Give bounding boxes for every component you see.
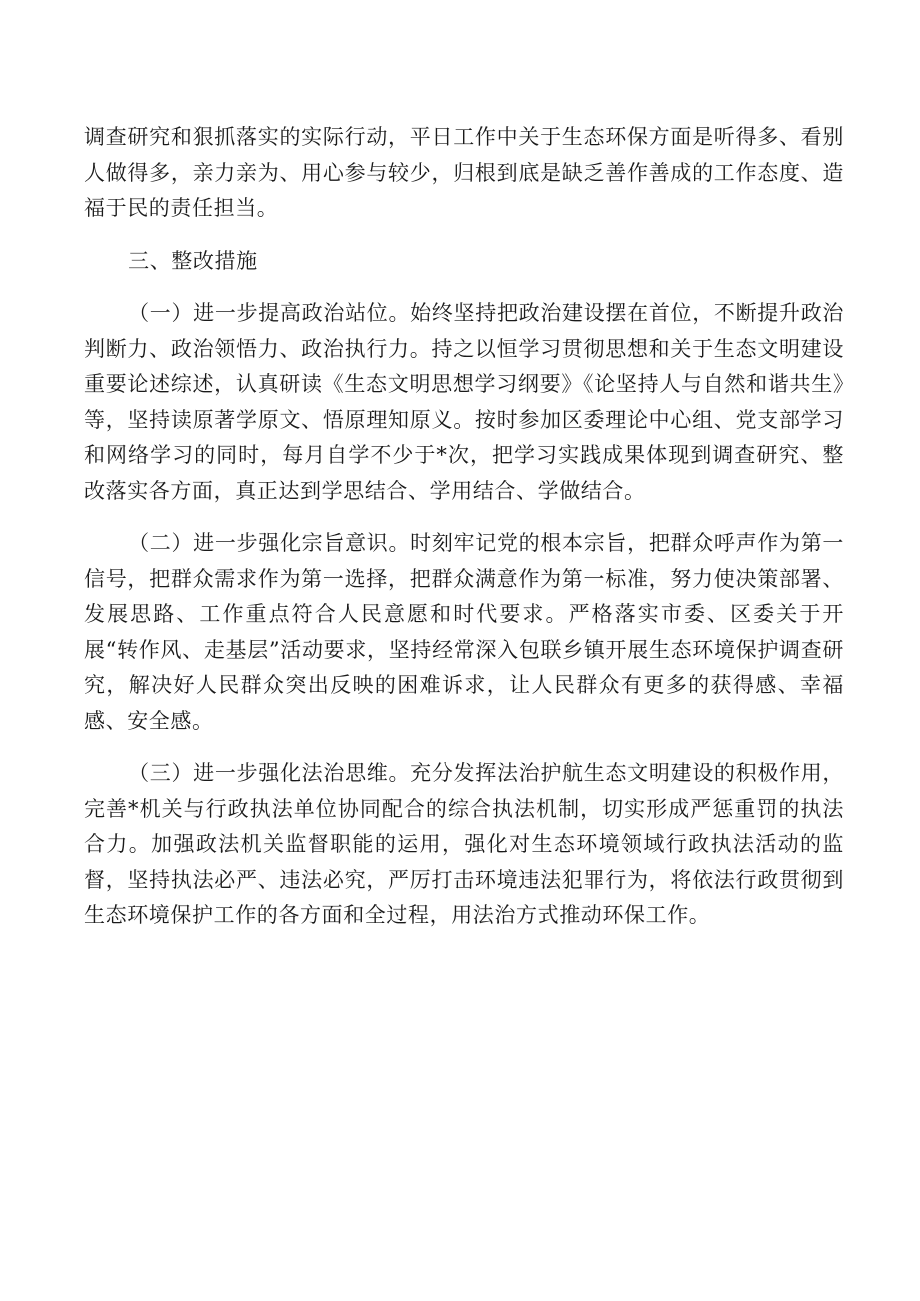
measure-paragraph-2: （二）进一步强化宗旨意识。时刻牢记党的根本宗旨，把群众呼声作为第一信号，把群众需求作为第一选择，把群众满意作为第一标准，努力使决策部署、发展思路、工作重点符合人民意愿和时代要求。严格落实市委、区委关于开展“转作风、走基层”活动要求，坚持经常深入包联乡镇开展生态环境保护调查研究，解决好人民群众突出反映的困难诉求，让人民群众有更多的获得感、幸福感、安全感。 [84, 531, 844, 733]
measure-paragraph-1: （一）进一步提高政治站位。始终坚持把政治建设摆在首位，不断提升政治判断力、政治领悟力、政治执行力。持之以恒学习贯彻思想和关于生态文明建设重要论述综述，认真研读《生态文明思想学习纲要》《论坚持人与自然和谐共生》等，坚持读原著学原文、悟原理知原义。按时参加区委理论中心组、党支部学习和网络学习的同时，每月自学不少于*次，把学习实践成果体现到调查研究、整改落实各方面，真正达到学思结合、学用结合、学做结合。 [84, 301, 844, 503]
document-body [84, 120, 844, 934]
section-heading: 三、整改措施 [128, 248, 258, 273]
measure-paragraph-3: （三）进一步强化法治思维。充分发挥法治护航生态文明建设的积极作用，完善*机关与行政执法单位协同配合的综合执法机制，切实形成严惩重罚的执法合力。加强政法机关监督职能的运用，强化对生态环境领域行政执法活动的监督，坚持执法必严、违法必究，严厉打击环境违法犯罪行为，将依法行政贯彻到生态环境保护工作的各方面和全过程，用法治方式推动环保工作。 [84, 761, 844, 927]
continuation-paragraph: 调查研究和狠抓落实的实际行动，平日工作中关于生态环保方面是听得多、看别人做得多，亲力亲为、用心参与较少，归根到底是缺乏善作善成的工作态度、造福于民的责任担当。 [84, 125, 844, 220]
